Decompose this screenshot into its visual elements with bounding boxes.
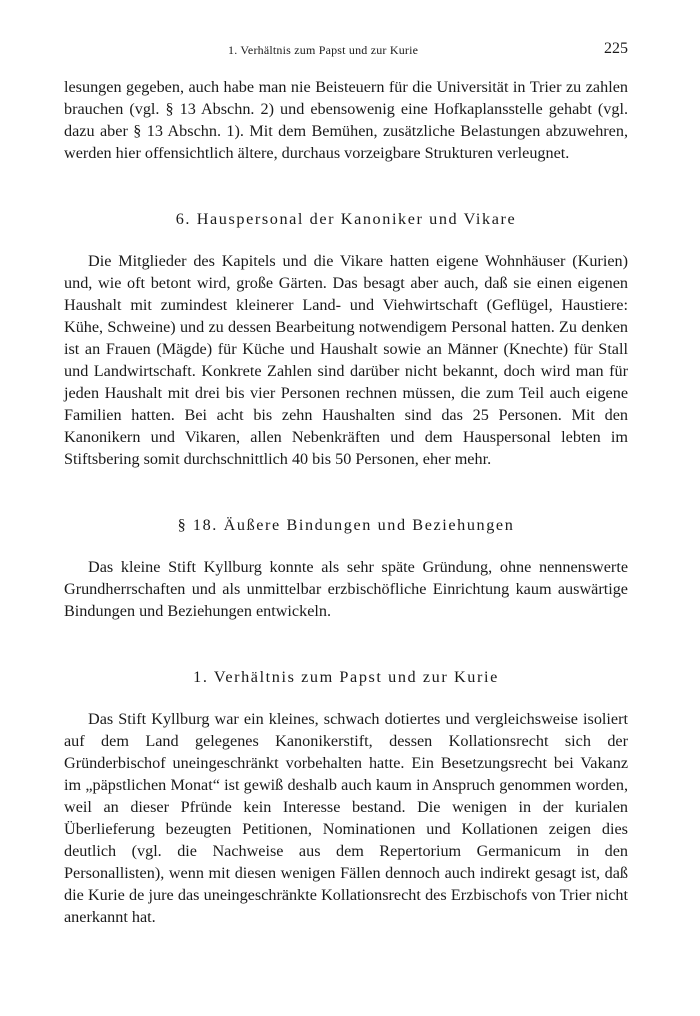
paragraph-bindungen: Das kleine Stift Kyllburg konnte als sehr späte Gründung, ohne nennenswerte Grundherrschaften und als unmittelbar erzbischöfliche Einrichtung kaum auswärtige Bindungen und Beziehungen entwickeln. — [64, 558, 628, 620]
running-header — [64, 40, 628, 60]
page-content — [64, 76, 628, 928]
section-heading-hauspersonal: 6. Hauspersonal der Kanoniker und Vikare — [175, 210, 517, 228]
running-title: 1. Verhältnis zum Papst und zur Kurie — [228, 43, 419, 57]
section-heading-bindungen: § 18. Äußere Bindungen und Beziehungen — [177, 516, 515, 534]
paragraph-papst-kurie: Das Stift Kyllburg war ein kleines, schwach dotiertes und vergleichsweise isoliert auf dem Land gelegenes Kanonikerstift, dessen Kollationsrecht sich der Gründerbischof uneingeschränkt vorbehalten hatte. Ein Besetzungsrecht bei Vakanz im „päpstlichen Monat“ ist gewiß deshalb auch kaum in Anspruch genommen worden, weil an dieser Pfründe kein Interesse bestand. Die wenigen in der kurialen Überlieferung bezeugten Petitionen, Nominationen und Kollationen zeigen dies deutlich (vgl. die Nachweise aus dem Repertorium Germanicum in den Personallisten), wenn mit diesen wenigen Fällen dennoch auch indirekt gesagt ist, daß die Kurie de jure das uneingeschränkte Kollationsrecht des Erzbischofs von Trier nicht anerkannt hat. — [64, 710, 628, 926]
paragraph-continued: lesungen gegeben, auch habe man nie Beisteuern für die Universität in Trier zu zahlen brauchen (vgl. § 13 Abschn. 2) und ebensowenig eine Hofkaplansstelle gehabt (vgl. dazu aber § 13 Abschn. 1). Mit dem Bemühen, zusätzliche Belastungen abzuwehren, werden hier offensichtlich ältere, durchaus vorzeigbare Strukturen verleugnet. — [64, 78, 628, 162]
section-heading-papst-kurie: 1. Verhältnis zum Papst und zur Kurie — [193, 668, 499, 686]
paragraph-hauspersonal: Die Mitglieder des Kapitels und die Vikare hatten eigene Wohnhäuser (Kurien) und, wie oft betont wird, große Gärten. Das besagt aber auch, daß sie einen eigenen Haushalt mit zumindest kleinerer Land- und Viehwirtschaft (Geflügel, Haustiere: Kühe, Schweine) und zu dessen Bearbeitung notwendigem Personal hatten. Zu denken ist an Frauen (Mägde) für Küche und Haushalt sowie an Männer (Knechte) für Stall und Landwirtschaft. Konkrete Zahlen sind darüber nicht bekannt, doch wird man für jeden Haushalt mit drei bis vier Personen rechnen müssen, die zum Teil auch eigene Familien hatten. Bei acht bis zehn Haushalten sind das 25 Personen. Mit den Kanonikern und Vikaren, allen Nebenkräften und dem Hauspersonal lebten im Stiftsbering somit durchschnittlich 40 bis 50 Personen, eher mehr. — [64, 252, 628, 468]
page-number: 225 — [604, 40, 628, 57]
